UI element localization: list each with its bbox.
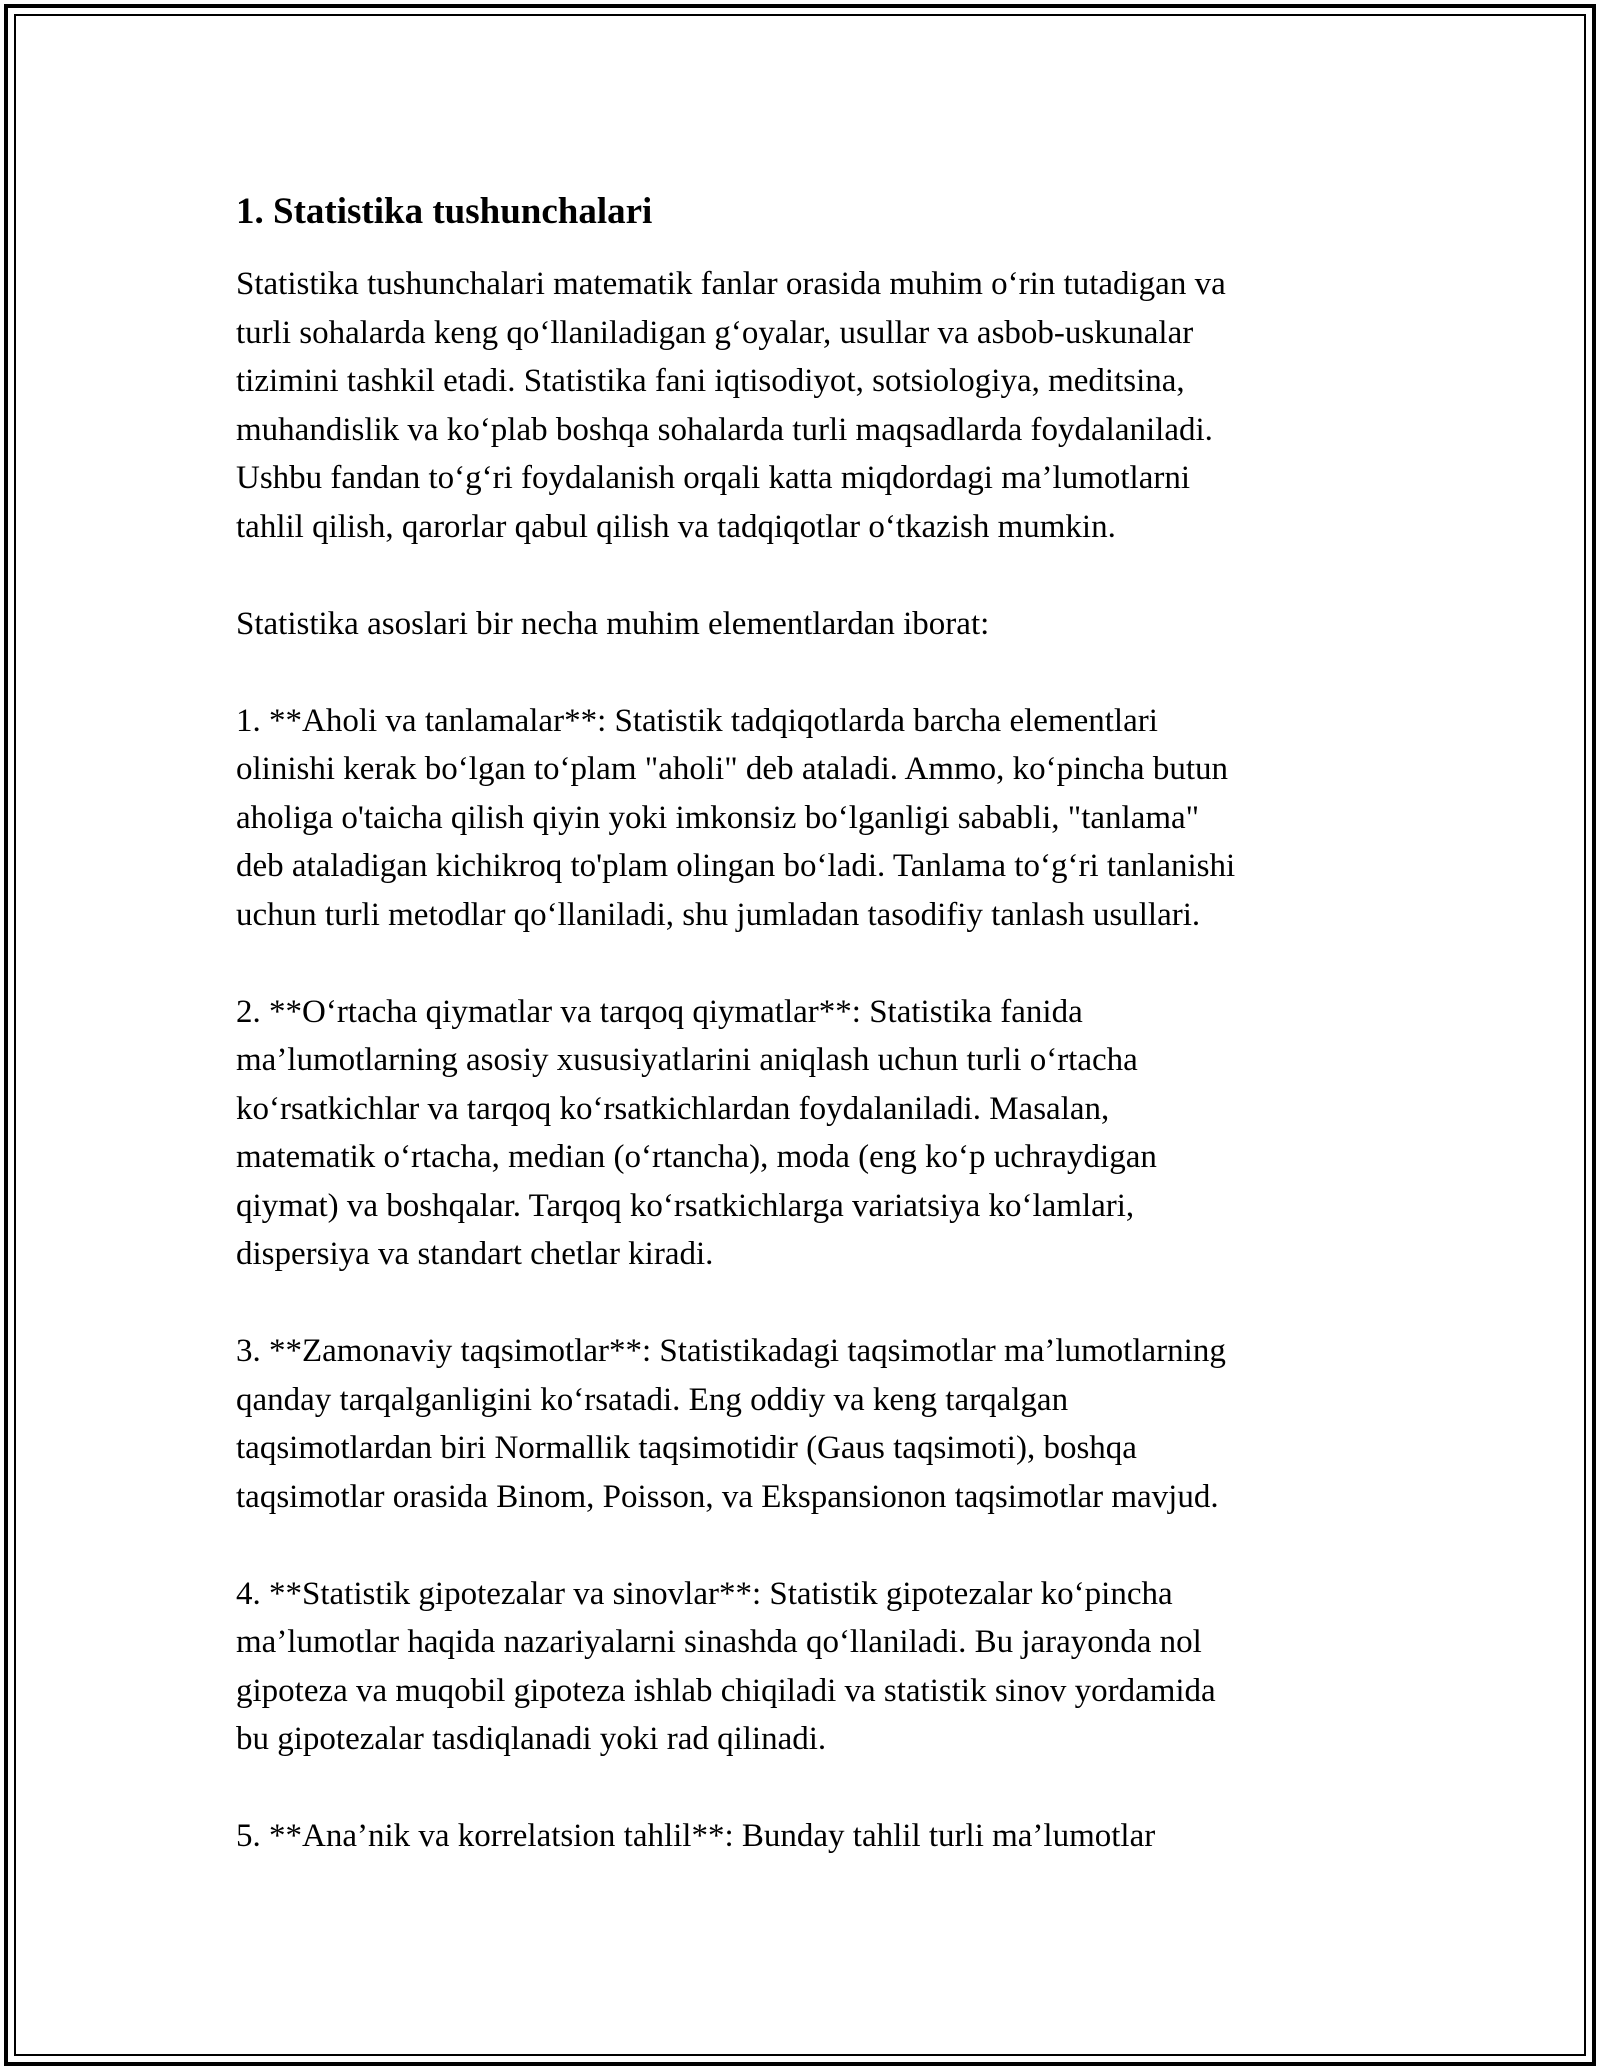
list-item — [236, 988, 1366, 1279]
text-line: dispersiya va standart chetlar kiradi. — [236, 1236, 714, 1272]
text-line: muhandislik va ko‘plab boshqa sohalarda turli maqsadlarda foydalaniladi. — [236, 411, 1213, 448]
text-line: deb ataladigan kichikroq to'plam olingan bo‘ladi. Tanlama to‘g‘ri tanlanishi — [236, 848, 1236, 884]
lead-paragraph: Statistika asoslari bir necha muhim elementlardan iborat: — [236, 605, 990, 642]
text-line: 5. **Ana’nik va korrelatsion tahlil**: Bunday tahlil turli ma’lumotlar — [236, 1818, 1156, 1854]
text-line: aholiga o'taicha qilish qiyin yoki imkonsiz bo‘lganligi sababli, "tanlama" — [236, 799, 1200, 836]
text-line: Ushbu fandan to‘g‘ri foydalanish orqali katta miqdordagi ma’lumotlarni — [236, 460, 1191, 496]
text-line: 3. **Zamonaviy taqsimotlar**: Statistikadagi taqsimotlar ma’lumotlarning — [236, 1333, 1226, 1369]
text-line: Statistika tushunchalari matematik fanlar orasida muhim o‘rin tutadigan va — [236, 266, 1226, 302]
text-line: qiymat) va boshqalar. Tarqoq ko‘rsatkichlarga variatsiya ko‘lamlari, — [236, 1187, 1135, 1224]
text-line: taqsimotlardan biri Normallik taqsimotidir (Gaus taqsimoti), boshqa — [236, 1430, 1137, 1466]
document-body — [236, 188, 1366, 1861]
text-line: uchun turli metodlar qo‘llaniladi, shu jumladan tasodifiy tanlash usullari. — [236, 896, 1201, 933]
text-line: ma’lumotlarning asosiy xususiyatlarini aniqlash uchun turli o‘rtacha — [236, 1042, 1138, 1078]
intro-paragraph — [236, 260, 1366, 551]
list-item — [236, 1327, 1366, 1521]
text-line: gipoteza va muqobil gipoteza ishlab chiqiladi va statistik sinov yordamida — [236, 1672, 1216, 1709]
text-line: 2. **O‘rtacha qiymatlar va tarqoq qiymatlar**: Statistika fanida — [236, 993, 1083, 1030]
text-line: 1. **Aholi va tanlamalar**: Statistik tadqiqotlarda barcha elementlari — [236, 702, 1158, 739]
list-item — [236, 697, 1366, 940]
page-title: 1. Statistika tushunchalari — [236, 191, 653, 232]
text-line: tizimini tashkil etadi. Statistika fani iqtisodiyot, sotsiologiya, meditsina, — [236, 363, 1185, 399]
text-line: ko‘rsatkichlar va tarqoq ko‘rsatkichlardan foydalaniladi. Masalan, — [236, 1090, 1110, 1127]
text-line: turli sohalarda keng qo‘llaniladigan g‘oyalar, usullar va asbob-uskunalar — [236, 314, 1194, 351]
text-line: tahlil qilish, qarorlar qabul qilish va tadqiqotlar o‘tkazish mumkin. — [236, 508, 1116, 545]
text-line: taqsimotlar orasida Binom, Poisson, va Ekspansionon taqsimotlar mavjud. — [236, 1478, 1219, 1515]
text-line: matematik o‘rtacha, median (o‘rtancha), moda (eng ko‘p uchraydigan — [236, 1139, 1157, 1175]
text-line: olinishi kerak bo‘lgan to‘plam "aholi" deb ataladi. Ammo, ko‘pincha butun — [236, 751, 1228, 787]
text-line: 4. **Statistik gipotezalar va sinovlar**: Statistik gipotezalar ko‘pincha — [236, 1575, 1173, 1612]
text-line: qanday tarqalganligini ko‘rsatadi. Eng oddiy va keng tarqalgan — [236, 1381, 1069, 1418]
list-item — [236, 1570, 1366, 1764]
text-line: ma’lumotlar haqida nazariyalarni sinashda qo‘llaniladi. Bu jarayonda nol — [236, 1624, 1202, 1660]
text-line: bu gipotezalar tasdiqlanadi yoki rad qilinadi. — [236, 1721, 827, 1757]
list-item — [236, 1812, 1366, 1861]
